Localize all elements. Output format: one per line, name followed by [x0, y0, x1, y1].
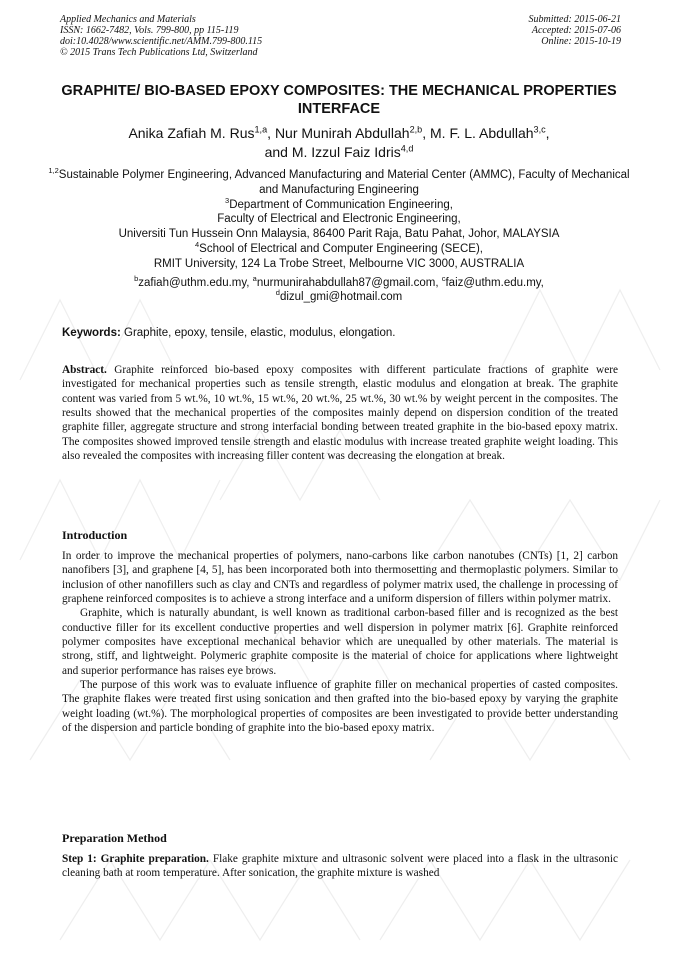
- author-sup: 1,a: [254, 124, 268, 135]
- author-name: Anika Zafiah M. Rus: [128, 125, 255, 141]
- abstract-label: Abstract.: [62, 364, 107, 376]
- affiliation-text: Sustainable Polymer Engineering, Advanced Manufacturing and Material Center (AMMC), Faculty of Mechanical and Manufacturing Engineering: [58, 169, 630, 196]
- email-link[interactable]: dizul_gmi@hotmail.com: [279, 291, 403, 303]
- author-name: and M. Izzul Faiz Idris: [264, 144, 401, 160]
- affiliation-line: [40, 195, 638, 213]
- accepted-date: Accepted: 2015-07-06: [531, 25, 621, 36]
- introduction-body: [62, 549, 618, 735]
- step-text: Flake graphite mixture and ultrasonic solvent were placed into a flask in the ultrasonic cleaning bath at room temperature. After sonication, the graphite mixture is washed: [62, 853, 618, 880]
- author-sup: 3,c: [533, 124, 546, 135]
- affiliation-line: [40, 242, 638, 257]
- email-sup: d: [275, 288, 280, 298]
- journal-header: [60, 14, 262, 58]
- section-heading-introduction: Introduction: [62, 528, 128, 542]
- email-sup: c: [441, 274, 446, 284]
- journal-name: Applied Mechanics and Materials: [60, 14, 196, 25]
- journal-copyright: © 2015 Trans Tech Publications Ltd, Switzerland: [60, 47, 258, 58]
- online-date: Online: 2015-10-19: [541, 36, 621, 47]
- paragraph: In order to improve the mechanical properties of polymers, nano-carbons like carbon nanotubes (CNTs) [1, 2] carbon nanofibers [3], and graphene [4, 5], has been incorporated both into thermosetting and thermoplastic polymers. Similar to inclusion of other nanofillers such as clay and CNTs and regardless of polymer matrix used, the challenge in processing of graphene reinforced composites is to achieve a strong interface and a uniform dispersion of fillers within polymer matrix.: [62, 550, 618, 606]
- step-label: Step 1: Graphite preparation.: [62, 853, 209, 865]
- affiliation-text: School of Electrical and Computer Engineering (SECE),: [199, 242, 483, 255]
- affiliation-sup: 3: [225, 195, 230, 205]
- email-list: [40, 276, 638, 304]
- author-list: Anika Zafiah M. Rus$^{1,a}$, Nur Munirah Abdullah$^{2,b}$, M. F. L. Abdullah$^{3,c}$, and M. Izzul Faiz Idris$^{4,d}$: [128, 124, 550, 160]
- email-sup: b: [134, 274, 139, 284]
- journal-issn: ISSN: 1662-7482, Vols. 799-800, pp 115-119: [60, 25, 239, 36]
- affiliation-sup: 1,2: [48, 166, 59, 176]
- affiliation-line: Faculty of Electrical and Electronic Engineering,: [217, 213, 461, 226]
- keywords-text: Graphite, epoxy, tensile, elastic, modulus, elongation.: [124, 327, 396, 339]
- keywords: [62, 326, 618, 340]
- author-name: M. F. L. Abdullah: [430, 125, 534, 141]
- step-1-paragraph: [62, 852, 618, 881]
- abstract: [62, 363, 618, 463]
- affiliation-text: Department of Communication Engineering,: [229, 198, 453, 211]
- affiliation-line: RMIT University, 124 La Trobe Street, Melbourne VIC 3000, AUSTRALIA: [153, 257, 525, 270]
- section-heading-preparation: Preparation Method: [62, 831, 167, 845]
- keywords-label: Keywords:: [62, 327, 121, 339]
- abstract-text: Graphite reinforced bio-based epoxy composites with different particulate fractions of graphite were investigated for mechanical properties such as tensile strength, elastic modulus and elongation at break. The graphite content was varied from 5 wt.%, 10 wt.%, 15 wt.%, 20 wt.%, 25 wt.%, 30 wt.% by weight percent in the composites. The results showed that the mechanical properties of the composites mainly depend on dispersion condition of the treated graphite filler, aggregate structure and strong interfacial bonding between treated graphite in the bio-based epoxy matrix. The composites showed improved tensile strength and elastic modulus with increase treated graphite weight loading. This also revealed the composites with increasing filler content was decreasing the elongation at break.: [62, 364, 618, 463]
- paper-title: GRAPHITE/ BIO-BASED EPOXY COMPOSITES: THE MECHANICAL PROPERTIES INTERFACE: [61, 83, 617, 117]
- email-link[interactable]: faiz@uthm.edu.my,: [445, 277, 544, 289]
- paragraph: The purpose of this work was to evaluate influence of graphite filler on mechanical properties of casted composites. The graphite flakes were treated first using sonication and then grafted into the bio-based epoxy by varying the graphite weight loading (wt.%). The morphological properties of composites are been investigated to provide better understanding of the dispersion and particle bonding of graphite into the bio-based epoxy matrix.: [62, 679, 618, 735]
- email-link[interactable]: nurmunirahabdullah87@gmail.com,: [256, 277, 439, 289]
- paragraph: Graphite, which is naturally abundant, is well known as traditional carbon-based filler and is recognized as the best conductive filler for its excellent conductive properties and well dispersion in polymer matrix [6]. Graphite reinforced polymer composites have exceptional mechanical behavior which are unequalled by other materials. The material is strong, stiff, and lightweight. Polymeric graphite composite is the material of choice for applications where lightweight and superior performance has raises eye brows.: [62, 607, 618, 677]
- email-sup: a: [252, 274, 257, 284]
- email-link[interactable]: zafiah@uthm.edu.my,: [138, 277, 250, 289]
- submitted-date: Submitted: 2015-06-21: [528, 14, 621, 25]
- dates-header: [529, 14, 622, 47]
- affiliation-line: [40, 168, 638, 198]
- author-sup: 4,d: [400, 143, 414, 154]
- author-name: Nur Munirah Abdullah: [274, 125, 410, 141]
- affiliation-sup: 4: [195, 240, 200, 250]
- affiliations: [40, 168, 638, 272]
- author-sup: 2,b: [409, 124, 423, 135]
- journal-doi: doi:10.4028/www.scientific.net/AMM.799-800.115: [60, 36, 263, 47]
- affiliation-line: Universiti Tun Hussein Onn Malaysia, 86400 Parit Raja, Batu Pahat, Johor, MALAYSIA: [118, 228, 560, 241]
